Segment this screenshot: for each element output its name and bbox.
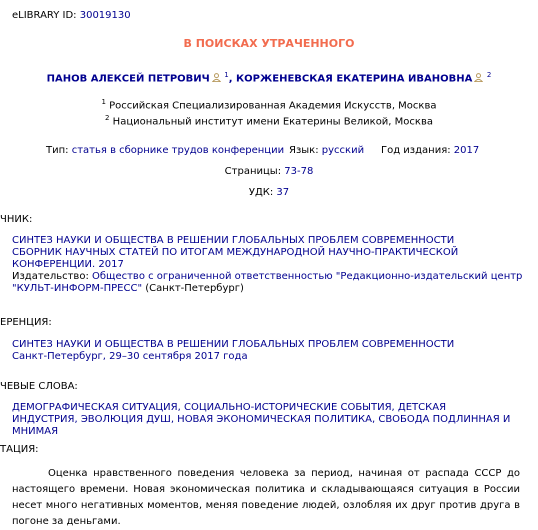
source-label: ЧНИК: <box>0 214 33 225</box>
udk-field <box>0 187 538 198</box>
language-value: русский <box>321 145 365 156</box>
type-field <box>46 145 284 156</box>
affiliation-text: Национальный институт имени Екатерины Великой, Москва <box>112 116 433 128</box>
keywords-links[interactable]: ДЕМОГРАФИЧЕСКАЯ СИТУАЦИЯ, СОЦИАЛЬНО-ИСТОРИЧЕСКИЕ СОБЫТИЯ, ДЕТСКАЯ ИНДУСТРИЯ, ЭВОЛЮЦИЯ ДУШ, НОВАЯ ЭКОНОМИЧЕСКАЯ ПОЛИТИКА, СВОБОДА ПОДЛИННАЯ И МНИМАЯ <box>12 402 511 437</box>
conference-label: ЕРЕНЦИЯ: <box>0 317 52 328</box>
affiliation-sup: 1 <box>101 98 106 106</box>
pages-field <box>0 166 538 177</box>
source-title-link[interactable]: СИНТЕЗ НАУКИ И ОБЩЕСТВА В РЕШЕНИИ ГЛОБАЛЬНЫХ ПРОБЛЕМ СОВРЕМЕННОСТИ <box>12 235 455 246</box>
author-affiliation-sup: 1 <box>224 71 229 79</box>
abstract-label: ТАЦИЯ: <box>0 444 39 455</box>
person-icon[interactable] <box>474 73 483 82</box>
author-link-1[interactable]: ПАНОВ АЛЕКСЕЙ ПЕТРОВИЧ <box>46 73 210 85</box>
udk-label: УДК: <box>248 187 274 198</box>
affiliation-sup: 2 <box>105 114 110 122</box>
publisher-link[interactable]: Общество с ограниченной ответственностью "Редакционно-издательский центр "КУЛЬТ-ИНФОРМ-ПРЕСС" <box>12 271 523 294</box>
language-label: Язык: <box>289 145 319 156</box>
elibrary-id-value: 30019130 <box>79 10 131 21</box>
udk-value: 37 <box>276 187 290 198</box>
author-separator: , <box>228 73 233 85</box>
publisher-label: Издательство: <box>12 271 89 282</box>
year-label: Год издания: <box>381 145 451 156</box>
source-block <box>12 235 532 295</box>
abstract-text: Оценка нравственного поведения человека за период, начиная от распада СССР до настоящего времени. Новая экономическая политика и складывающаяся ситуация в России несет много негативных моментов, меняя поведение людей, озлобляя их друг против друга в погоне за деньгами. <box>12 468 520 527</box>
type-label: Тип: <box>46 145 69 156</box>
conference-title-link[interactable]: СИНТЕЗ НАУКИ И ОБЩЕСТВА В РЕШЕНИИ ГЛОБАЛЬНЫХ ПРОБЛЕМ СОВРЕМЕННОСТИ <box>12 339 455 350</box>
author-affiliation-sup: 2 <box>486 71 492 79</box>
author-link-2[interactable]: КОРЖЕНЕВСКАЯ ЕКАТЕРИНА ИВАНОВНА <box>236 73 473 85</box>
affiliation-1 <box>0 98 538 111</box>
keywords-label: ЧЕВЫЕ СЛОВА: <box>0 381 78 392</box>
person-icon[interactable] <box>212 73 221 82</box>
year-field <box>381 145 479 156</box>
conference-block <box>12 339 532 363</box>
elibrary-id-label: eLIBRARY ID: <box>12 10 77 21</box>
abstract-block <box>12 466 520 530</box>
year-value: 2017 <box>453 145 480 156</box>
authors-row <box>0 71 538 84</box>
affiliation-2 <box>0 114 538 127</box>
conference-date: Санкт-Петербург, 29–30 сентября 2017 года <box>12 351 248 362</box>
publisher-city: (Санкт-Петербург) <box>145 283 244 294</box>
source-subtitle: СБОРНИК НАУЧНЫХ СТАТЕЙ ПО ИТОГАМ МЕЖДУНАРОДНОЙ НАУЧНО-ПРАКТИЧЕСКОЙ <box>12 247 459 258</box>
type-value: статья в сборнике трудов конференции <box>71 145 285 156</box>
article-title: В ПОИСКАХ УТРАЧЕННОГО <box>183 37 355 50</box>
affiliation-text: Российская Специализированная Академия Искусств, Москва <box>109 100 437 112</box>
pages-label: Страницы: <box>224 166 282 177</box>
source-subtitle-cont: КОНФЕРЕНЦИИ. 2017 <box>12 259 124 270</box>
language-field <box>289 145 364 156</box>
pages-value: 73-78 <box>284 166 314 177</box>
elibrary-id-row <box>12 10 131 21</box>
